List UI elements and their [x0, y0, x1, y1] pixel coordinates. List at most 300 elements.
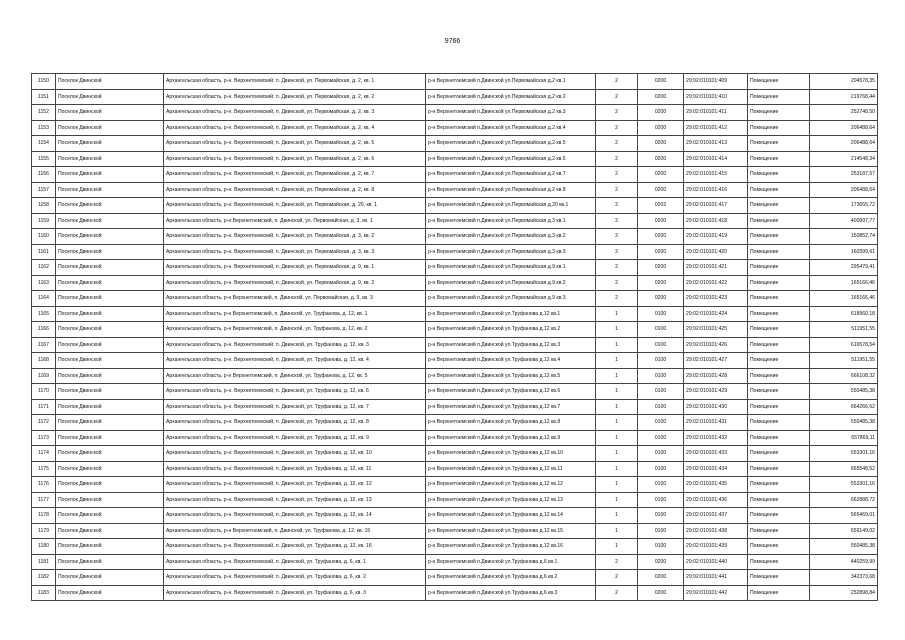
code-cell: 0100	[638, 368, 684, 384]
value-cell: 173655,72	[810, 198, 878, 214]
full-address-cell: Архангельская область, р-н Верхнетоемский, п. Двинской, ул. Труфанова, д. 12, кв. 2	[164, 322, 426, 338]
row-number-cell: 1154	[32, 136, 56, 152]
row-number-cell: 1174	[32, 446, 56, 462]
table-row	[32, 368, 878, 384]
floor-cell: 2	[596, 570, 638, 586]
value-cell: 659149,02	[810, 523, 878, 539]
code-cell: 0200	[638, 229, 684, 245]
code-cell: 0200	[638, 120, 684, 136]
floor-cell: 1	[596, 368, 638, 384]
code-cell: 0202	[638, 198, 684, 214]
row-number-cell: 1160	[32, 229, 56, 245]
full-address-cell: Архангельская область, р-н. Верхнетоемский, п. Двинской, ул. Труфанова, д. 12, кв. 11	[164, 461, 426, 477]
code-cell: 0200	[638, 89, 684, 105]
cadastral-number-cell: 29:02:010101:415	[684, 167, 748, 183]
cadastral-number-cell: 29:02:010101:434	[684, 461, 748, 477]
floor-cell: 1	[596, 477, 638, 493]
settlement-name-cell: Поселок Двинской	[56, 399, 164, 415]
code-cell: 0100	[638, 523, 684, 539]
row-number-cell: 1165	[32, 306, 56, 322]
cadastral-number-cell: 29:02:010101:441	[684, 570, 748, 586]
settlement-name-cell: Поселок Двинской	[56, 182, 164, 198]
value-cell: 511951,55	[810, 322, 878, 338]
full-address-cell: Архангельская область, р-н. Верхнетоемский, п. Двинской, ул. Труфанова, д. 6, кв. 2	[164, 570, 426, 586]
cadastral-number-cell: 29:02:010101:424	[684, 306, 748, 322]
row-number-cell: 1155	[32, 151, 56, 167]
settlement-name-cell: Поселок Двинской	[56, 539, 164, 555]
short-address-cell: р-н Верхнетоемский п.Двинской ул.Труфанова д.12 кв.4	[426, 353, 596, 369]
code-cell: 0100	[638, 322, 684, 338]
object-type-cell: Помещение	[748, 430, 810, 446]
settlement-name-cell: Поселок Двинской	[56, 461, 164, 477]
table-row	[32, 182, 878, 198]
object-type-cell: Помещение	[748, 136, 810, 152]
settlement-name-cell: Поселок Двинской	[56, 244, 164, 260]
settlement-name-cell: Поселок Двинской	[56, 229, 164, 245]
value-cell: 550485,38	[810, 384, 878, 400]
row-number-cell: 1156	[32, 167, 56, 183]
full-address-cell: Архангельская область, р-н. Верхнетоемский, п. Двинской, ул. Труфанова, д. 12, кв. 9	[164, 430, 426, 446]
code-cell: 0200	[638, 244, 684, 260]
row-number-cell: 1164	[32, 291, 56, 307]
row-number-cell: 1168	[32, 353, 56, 369]
value-cell: 252898,84	[810, 585, 878, 601]
settlement-name-cell: Поселок Двинской	[56, 136, 164, 152]
settlement-name-cell: Поселок Двинской	[56, 89, 164, 105]
value-cell: 150852,74	[810, 229, 878, 245]
value-cell: 206488,64	[810, 182, 878, 198]
full-address-cell: Архангельская область, р-н. Верхнетоемский, п. Двинской, ул. Первомайская, д. 2, кв. 1	[164, 74, 426, 90]
object-type-cell: Помещение	[748, 322, 810, 338]
code-cell: 0100	[638, 492, 684, 508]
table-body	[32, 74, 878, 601]
full-address-cell: Архангельская область, р-н. Верхнетоемский, п. Двинской, ул. Труфанова, д. 12, кв. 10	[164, 446, 426, 462]
full-address-cell: Архангельская область, р-н. Верхнетоемский, п. Двинской, ул. Первомайская, д. 20, кв. 1	[164, 198, 426, 214]
table-row	[32, 151, 878, 167]
value-cell: 511951,55	[810, 353, 878, 369]
value-cell: 253187,57	[810, 167, 878, 183]
value-cell: 165166,46	[810, 291, 878, 307]
floor-cell: 1	[596, 446, 638, 462]
settlement-name-cell: Поселок Двинской	[56, 322, 164, 338]
object-type-cell: Помещение	[748, 213, 810, 229]
table-row	[32, 89, 878, 105]
table-row	[32, 120, 878, 136]
code-cell: 0200	[638, 260, 684, 276]
object-type-cell: Помещение	[748, 182, 810, 198]
short-address-cell: р-н Верхнетоемский п.Двинской ул.Первомайская д.2 кв.4	[426, 120, 596, 136]
row-number-cell: 1151	[32, 89, 56, 105]
short-address-cell: р-н Верхнетоемский п.Двинской ул.Труфанова д.12 кв.3	[426, 337, 596, 353]
short-address-cell: р-н Верхнетоемский п.Двинской ул.Первомайская д.9 кв.3	[426, 291, 596, 307]
cadastral-number-cell: 29:02:010101:427	[684, 353, 748, 369]
value-cell: 618960,18	[810, 306, 878, 322]
full-address-cell: Архангельская область, р-н. Верхнетоемский, п. Двинской, ул. Первомайская, д. 2, кв. 4	[164, 120, 426, 136]
full-address-cell: Архангельская область, р-н. Верхнетоемский, п. Двинской, ул. Первомайская, д. 3, кв. 3	[164, 244, 426, 260]
settlement-name-cell: Поселок Двинской	[56, 523, 164, 539]
row-number-cell: 1167	[32, 337, 56, 353]
settlement-name-cell: Поселок Двинской	[56, 492, 164, 508]
row-number-cell: 1162	[32, 260, 56, 276]
floor-cell: 1	[596, 430, 638, 446]
floor-cell: 1	[596, 337, 638, 353]
value-cell: 206488,64	[810, 136, 878, 152]
row-number-cell: 1150	[32, 74, 56, 90]
short-address-cell: р-н Верхнетоемский п.Двинской ул.Труфанова д.6 кв.3	[426, 585, 596, 601]
row-number-cell: 1173	[32, 430, 56, 446]
floor-cell: 1	[596, 539, 638, 555]
row-number-cell: 1181	[32, 554, 56, 570]
cadastral-number-cell: 29:02:010101:435	[684, 477, 748, 493]
value-cell: 666108,32	[810, 368, 878, 384]
code-cell: 0100	[638, 337, 684, 353]
table-row	[32, 508, 878, 524]
short-address-cell: р-н Верхнетоемский п.Двинской ул.Первомайская д.2 кв.2	[426, 89, 596, 105]
table-row	[32, 539, 878, 555]
value-cell: 165166,46	[810, 275, 878, 291]
short-address-cell: р-н Верхнетоемский п.Двинской ул.Первомайская д.3 кв.1	[426, 213, 596, 229]
object-type-cell: Помещение	[748, 554, 810, 570]
short-address-cell: р-н Верхнетоемский п.Двинской ул.Труфанова д.6 кв.2	[426, 570, 596, 586]
value-cell: 214548,34	[810, 151, 878, 167]
short-address-cell: р-н Верхнетоемский п.Двинской ул.Первомайская д.2 кв.7	[426, 167, 596, 183]
table-row	[32, 260, 878, 276]
code-cell: 0200	[638, 151, 684, 167]
object-type-cell: Помещение	[748, 446, 810, 462]
full-address-cell: Архангельская область, р-н Верхнетоемский, п. Двинской, ул. Первомайская, д. 9, кв. 3	[164, 291, 426, 307]
settlement-name-cell: Поселок Двинской	[56, 198, 164, 214]
floor-cell: 1	[596, 384, 638, 400]
settlement-name-cell: Поселок Двинской	[56, 446, 164, 462]
floor-cell: 2	[596, 182, 638, 198]
floor-cell: 1	[596, 492, 638, 508]
full-address-cell: Архангельская область, р-н. Верхнетоемский, п. Двинской, ул. Труфанова, д. 6, кв. 3	[164, 585, 426, 601]
settlement-name-cell: Поселок Двинской	[56, 477, 164, 493]
table-row	[32, 384, 878, 400]
value-cell: 160399,61	[810, 244, 878, 260]
object-type-cell: Помещение	[748, 477, 810, 493]
code-cell: 0200	[638, 585, 684, 601]
short-address-cell: р-н Верхнетоемский п.Двинской ул.Труфанова д.12 кв.5	[426, 368, 596, 384]
row-number-cell: 1171	[32, 399, 56, 415]
full-address-cell: Архангельская область, р-н. Верхнетоемский, п. Двинской, ул. Труфанова, д. 12, кв. 14	[164, 508, 426, 524]
settlement-name-cell: Поселок Двинской	[56, 384, 164, 400]
full-address-cell: Архангельская область, р-н. Верхнетоемский, п. Двинской, ул. Первомайская, д. 2, кв. 8	[164, 182, 426, 198]
full-address-cell: Архангельская область, р-н. Верхнетоемский, п. Двинской, ул. Первомайская, д. 2, кв. 5	[164, 136, 426, 152]
row-number-cell: 1163	[32, 275, 56, 291]
settlement-name-cell: Поселок Двинской	[56, 508, 164, 524]
cadastral-number-cell: 29:02:010101:433	[684, 446, 748, 462]
full-address-cell: Архангельская область, р-н. Верхнетоемский, п. Двинской, ул. Труфанова, д. 12, кв. 6	[164, 384, 426, 400]
table-row	[32, 198, 878, 214]
code-cell: 0200	[638, 182, 684, 198]
settlement-name-cell: Поселок Двинской	[56, 585, 164, 601]
short-address-cell: р-н Верхнетоемский п.Двинской ул.Труфанова д.12 кв.10	[426, 446, 596, 462]
code-cell: 0100	[638, 353, 684, 369]
floor-cell: 2	[596, 74, 638, 90]
code-cell: 0200	[638, 167, 684, 183]
code-cell: 0200	[638, 554, 684, 570]
short-address-cell: р-н Верхнетоемский п.Двинской ул.Труфанова д.12 кв.12	[426, 477, 596, 493]
code-cell: 0200	[638, 136, 684, 152]
object-type-cell: Помещение	[748, 244, 810, 260]
cadastral-number-cell: 29:02:010101:442	[684, 585, 748, 601]
short-address-cell: р-н Верхнетоемский п.Двинской ул.Труфанова д.12 кв.14	[426, 508, 596, 524]
floor-cell: 2	[596, 585, 638, 601]
table-row	[32, 291, 878, 307]
settlement-name-cell: Поселок Двинской	[56, 306, 164, 322]
row-number-cell: 1153	[32, 120, 56, 136]
cadastral-number-cell: 29:02:010101:423	[684, 291, 748, 307]
code-cell: 0100	[638, 446, 684, 462]
settlement-name-cell: Поселок Двинской	[56, 260, 164, 276]
floor-cell: 1	[596, 415, 638, 431]
object-type-cell: Помещение	[748, 120, 810, 136]
object-type-cell: Помещение	[748, 198, 810, 214]
row-number-cell: 1176	[32, 477, 56, 493]
object-type-cell: Помещение	[748, 151, 810, 167]
table-row	[32, 74, 878, 90]
floor-cell: 2	[596, 260, 638, 276]
value-cell: 204578,35	[810, 74, 878, 90]
object-type-cell: Помещение	[748, 523, 810, 539]
value-cell: 206488,64	[810, 120, 878, 136]
floor-cell: 1	[596, 306, 638, 322]
short-address-cell: р-н Верхнетоемский п.Двинской ул.Труфанова д.12 кв.8	[426, 415, 596, 431]
cadastral-number-cell: 29:02:010101:426	[684, 337, 748, 353]
code-cell: 0100	[638, 415, 684, 431]
short-address-cell: р-н Верхнетоемский п.Двинской ул.Труфанова д.6 кв.1	[426, 554, 596, 570]
code-cell: 0100	[638, 306, 684, 322]
cadastral-number-cell: 29:02:010101:428	[684, 368, 748, 384]
short-address-cell: р-н Верхнетоемский п.Двинской ул.Первомайская д.2 кв.1	[426, 74, 596, 90]
table-row	[32, 306, 878, 322]
row-number-cell: 1178	[32, 508, 56, 524]
settlement-name-cell: Поселок Двинской	[56, 291, 164, 307]
cadastral-number-cell: 29:02:010101:438	[684, 523, 748, 539]
value-cell: 295479,41	[810, 260, 878, 276]
object-type-cell: Помещение	[748, 260, 810, 276]
settlement-name-cell: Поселок Двинской	[56, 368, 164, 384]
full-address-cell: Архангельская область, р-н. Верхнетоемский, п. Двинской, ул. Первомайская, д. 2, кв. 2	[164, 89, 426, 105]
floor-cell: 2	[596, 136, 638, 152]
floor-cell: 2	[596, 198, 638, 214]
floor-cell: 2	[596, 229, 638, 245]
row-number-cell: 1183	[32, 585, 56, 601]
floor-cell: 1	[596, 322, 638, 338]
object-type-cell: Помещение	[748, 275, 810, 291]
cadastral-number-cell: 29:02:010101:436	[684, 492, 748, 508]
value-cell: 342373,68	[810, 570, 878, 586]
full-address-cell: Архангельская область, р-н Верхнетоемский, п. Двинской, ул. Труфанова, д. 12, кв. 5	[164, 368, 426, 384]
short-address-cell: р-н Верхнетоемский п.Двинской ул.Первомайская д.2 кв.6	[426, 151, 596, 167]
cadastral-number-cell: 29:02:010101:431	[684, 415, 748, 431]
full-address-cell: Архангельская область, р-н. Верхнетоемский, п. Двинской, ул. Первомайская, д. 9, кв. 1	[164, 260, 426, 276]
code-cell: 0200	[638, 570, 684, 586]
short-address-cell: р-н Верхнетоемский п.Двинской ул.Первомайская д.9 кв.1	[426, 260, 596, 276]
floor-cell: 1	[596, 461, 638, 477]
floor-cell: 2	[596, 554, 638, 570]
table-row	[32, 446, 878, 462]
full-address-cell: Архангельская область, р-н. Верхнетоемский, п. Двинской, ул. Труфанова, д. 12, кв. 8	[164, 415, 426, 431]
value-cell: 662888,72	[810, 492, 878, 508]
object-type-cell: Помещение	[748, 74, 810, 90]
row-number-cell: 1179	[32, 523, 56, 539]
row-number-cell: 1169	[32, 368, 56, 384]
object-type-cell: Помещение	[748, 539, 810, 555]
short-address-cell: р-н Верхнетоемский п.Двинской ул.Первомайская д.3 кв.3	[426, 244, 596, 260]
object-type-cell: Помещение	[748, 291, 810, 307]
floor-cell: 2	[596, 213, 638, 229]
short-address-cell: р-н Верхнетоемский п.Двинской ул.Первомайская д.2 кв.3	[426, 105, 596, 121]
full-address-cell: Архангельская область, р-н Верхнетоемский, п. Двинской, ул. Труфанова, д. 12, кв. 15	[164, 523, 426, 539]
table-row	[32, 167, 878, 183]
cadastral-number-cell: 29:02:010101:418	[684, 213, 748, 229]
table-row	[32, 244, 878, 260]
settlement-name-cell: Поселок Двинской	[56, 430, 164, 446]
value-cell: 553301,16	[810, 477, 878, 493]
full-address-cell: Архангельская область, р-н. Верхнетоемский, п. Двинской, ул. Первомайская, д. 2, кв. 6	[164, 151, 426, 167]
cadastral-number-cell: 29:02:010101:432	[684, 430, 748, 446]
full-address-cell: Архангельская область, р-н. Верхнетоемский, п. Двинской, ул. Труфанова, д. 12, кв. 3	[164, 337, 426, 353]
object-type-cell: Помещение	[748, 337, 810, 353]
settlement-name-cell: Поселок Двинской	[56, 415, 164, 431]
cadastral-number-cell: 29:02:010101:440	[684, 554, 748, 570]
short-address-cell: р-н Верхнетоемский п.Двинской ул.Труфанова д.12 кв.9	[426, 430, 596, 446]
object-type-cell: Помещение	[748, 353, 810, 369]
settlement-name-cell: Поселок Двинской	[56, 275, 164, 291]
object-type-cell: Помещение	[748, 570, 810, 586]
short-address-cell: р-н Верхнетоемский п.Двинской ул.Труфанова д.12 кв.2	[426, 322, 596, 338]
value-cell: 219768,44	[810, 89, 878, 105]
code-cell: 0100	[638, 399, 684, 415]
settlement-name-cell: Поселок Двинской	[56, 554, 164, 570]
value-cell: 657869,11	[810, 430, 878, 446]
value-cell: 565469,01	[810, 508, 878, 524]
floor-cell: 2	[596, 167, 638, 183]
cadastral-number-cell: 29:02:010101:437	[684, 508, 748, 524]
short-address-cell: р-н Верхнетоемский п.Двинской ул.Труфанова д.12 кв.1	[426, 306, 596, 322]
short-address-cell: р-н Верхнетоемский п.Двинской ул.Труфанова д.12 кв.11	[426, 461, 596, 477]
row-number-cell: 1172	[32, 415, 56, 431]
object-type-cell: Помещение	[748, 229, 810, 245]
cadastral-number-cell: 29:02:010101:422	[684, 275, 748, 291]
settlement-name-cell: Поселок Двинской	[56, 74, 164, 90]
short-address-cell: р-н Верхнетоемский п.Двинской ул.Труфанова д.12 кв.15	[426, 523, 596, 539]
code-cell: 0100	[638, 461, 684, 477]
code-cell: 0200	[638, 275, 684, 291]
object-type-cell: Помещение	[748, 399, 810, 415]
cadastral-number-cell: 29:02:010101:410	[684, 89, 748, 105]
object-type-cell: Помещение	[748, 384, 810, 400]
code-cell: 0100	[638, 477, 684, 493]
cadastral-number-cell: 29:02:010101:430	[684, 399, 748, 415]
value-cell: 665548,52	[810, 461, 878, 477]
object-type-cell: Помещение	[748, 461, 810, 477]
table-row	[32, 415, 878, 431]
full-address-cell: Архангельская область, р-н. Верхнетоемский, п. Двинской, ул. Первомайская, д. 2, кв. 7	[164, 167, 426, 183]
value-cell: 616578,54	[810, 337, 878, 353]
table-row	[32, 492, 878, 508]
full-address-cell: Архангельская область, р-н. Верхнетоемский, п. Двинской, ул. Труфанова, д. 12, кв. 7	[164, 399, 426, 415]
cadastral-number-cell: 29:02:010101:421	[684, 260, 748, 276]
row-number-cell: 1152	[32, 105, 56, 121]
object-type-cell: Помещение	[748, 306, 810, 322]
settlement-name-cell: Поселок Двинской	[56, 120, 164, 136]
cadastral-number-cell: 29:02:010101:414	[684, 151, 748, 167]
object-type-cell: Помещение	[748, 415, 810, 431]
short-address-cell: р-н Верхнетоемский п.Двинской ул.Первомайская д.20 кв.1	[426, 198, 596, 214]
full-address-cell: Архангельская область, р-н Верхнетоемский, п. Двинской, ул. Первомайская, д. 3, кв. 1	[164, 213, 426, 229]
short-address-cell: р-н Верхнетоемский п.Двинской ул.Труфанова д.12 кв.7	[426, 399, 596, 415]
table-row	[32, 213, 878, 229]
floor-cell: 2	[596, 120, 638, 136]
code-cell: 0200	[638, 105, 684, 121]
page-number: 9766	[444, 38, 461, 45]
full-address-cell: Архангельская область, р-н. Верхнетоемский, п. Двинской, ул. Труфанова, д. 12, кв. 12	[164, 477, 426, 493]
full-address-cell: Архангельская область, р-н. Верхнетоемский, п. Двинской, ул. Первомайская, д. 2, кв. 3	[164, 105, 426, 121]
table-row	[32, 353, 878, 369]
table-row	[32, 554, 878, 570]
code-cell: 0200	[638, 291, 684, 307]
table-row	[32, 322, 878, 338]
code-cell: 0100	[638, 539, 684, 555]
cadastral-number-cell: 29:02:010101:425	[684, 322, 748, 338]
code-cell: 0200	[638, 74, 684, 90]
value-cell: 252748,50	[810, 105, 878, 121]
row-number-cell: 1161	[32, 244, 56, 260]
short-address-cell: р-н Верхнетоемский п.Двинской ул.Первомайская д.9 кв.2	[426, 275, 596, 291]
floor-cell: 2	[596, 89, 638, 105]
floor-cell: 1	[596, 523, 638, 539]
cadastral-number-cell: 29:02:010101:429	[684, 384, 748, 400]
row-number-cell: 1158	[32, 198, 56, 214]
table-row	[32, 105, 878, 121]
short-address-cell: р-н Верхнетоемский п.Двинской ул.Труфанова д.12 кв.16	[426, 539, 596, 555]
table-row	[32, 523, 878, 539]
registry-table	[31, 73, 878, 601]
full-address-cell: Архангельская область, р-н Верхнетоемский, п. Двинской, ул. Труфанова, д. 12, кв. 1	[164, 306, 426, 322]
floor-cell: 2	[596, 291, 638, 307]
floor-cell: 2	[596, 151, 638, 167]
code-cell: 0200	[638, 213, 684, 229]
table-row	[32, 477, 878, 493]
table-row	[32, 461, 878, 477]
floor-cell: 2	[596, 105, 638, 121]
floor-cell: 1	[596, 399, 638, 415]
value-cell: 664266,62	[810, 399, 878, 415]
value-cell: 550485,38	[810, 539, 878, 555]
code-cell: 0100	[638, 384, 684, 400]
full-address-cell: Архангельская область, р-н. Верхнетоемский, п. Двинской, ул. Первомайская, д. 9, кв. 2	[164, 275, 426, 291]
row-number-cell: 1166	[32, 322, 56, 338]
short-address-cell: р-н Верхнетоемский п.Двинской ул.Первомайская д.3 кв.2	[426, 229, 596, 245]
floor-cell: 2	[596, 275, 638, 291]
full-address-cell: Архангельская область, р-н. Верхнетоемский, п. Двинской, ул. Труфанова, д. 12, кв. 13	[164, 492, 426, 508]
settlement-name-cell: Поселок Двинской	[56, 167, 164, 183]
row-number-cell: 1175	[32, 461, 56, 477]
code-cell: 0100	[638, 508, 684, 524]
value-cell: 553301,16	[810, 446, 878, 462]
short-address-cell: р-н Верхнетоемский п.Двинской ул.Труфанова д.12 кв.6	[426, 384, 596, 400]
cadastral-number-cell: 29:02:010101:416	[684, 182, 748, 198]
full-address-cell: Архангельская область, р-н. Верхнетоемский, п. Двинской, ул. Труфанова, д. 12, кв. 4	[164, 353, 426, 369]
object-type-cell: Помещение	[748, 89, 810, 105]
settlement-name-cell: Поселок Двинской	[56, 105, 164, 121]
object-type-cell: Помещение	[748, 105, 810, 121]
short-address-cell: р-н Верхнетоемский п.Двинской ул.Первомайская д.2 кв.8	[426, 182, 596, 198]
full-address-cell: Архангельская область, р-н. Верхнетоемский, п. Двинской, ул. Труфанова, д. 6, кв. 1	[164, 554, 426, 570]
